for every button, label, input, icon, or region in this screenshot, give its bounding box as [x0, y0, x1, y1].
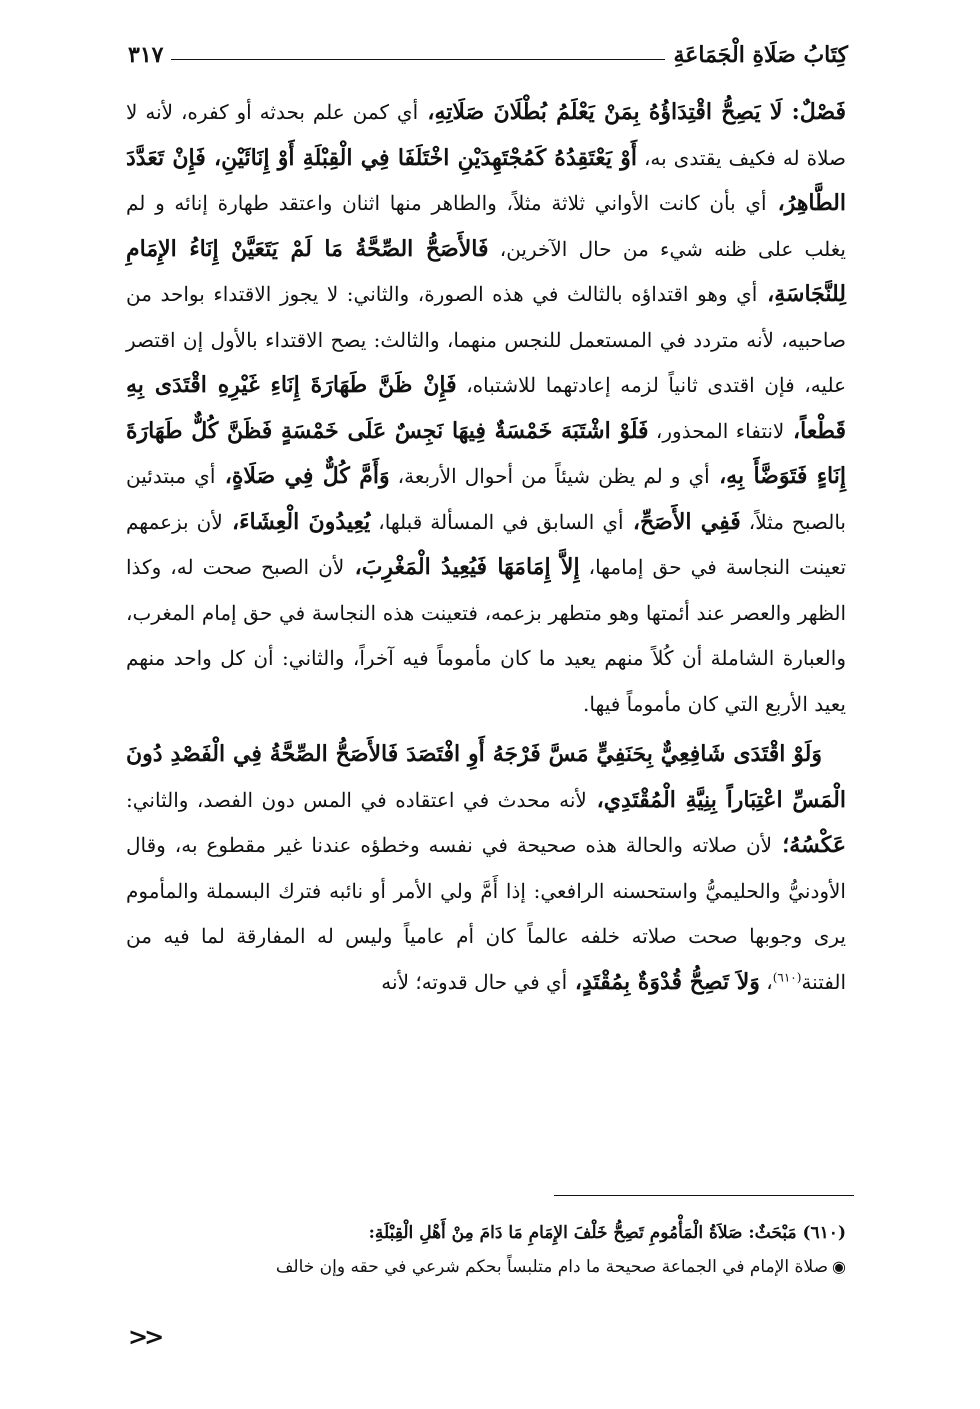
commentary-segment: لأنه محدث في اعتقاده في المس دون الفصد، والثاني: [126, 787, 587, 812]
matn-segment: فَإِنْ ظَنَّ طَهَارَةَ إِنَاءِ غَيْرِهِ اقْتَدَى بِهِ قَطْعاً، [126, 372, 846, 444]
matn-segment: أَوْ يَعْتَقِدُهُ كَمُجْتَهِدَيْنِ اخْتَلَفَا فِي الْقِبْلَةِ أَوْ إِنَائَيْنِ، فَإِنْ تَعَدَّدَ الطَّاهِرُ، [126, 144, 846, 216]
footnote-text [126, 1250, 846, 1284]
matn-segment: وَأَمَّ كُلٌّ فِي صَلَاةٍ، [215, 463, 390, 489]
continuation-mark: << [128, 1322, 161, 1351]
matn-segment: وَلَوْ اقْتَدَى شَافِعِيٌّ بِحَنَفِيٍّ مَسَّ فَرْجَهُ أَوِ افْتَصَدَ فَالأَصَحُّ الصِّحَّةُ فِي الْفَصْدِ دُونَ الْمَسِّ اعْتِبَاراً بِنِيَّةِ الْمُقْتَدِي، [126, 741, 846, 813]
commentary-segment: لأن صلاته والحالة هذه صحيحة في نفسه وخطؤه عندنا غير مقطوع به، وقال الأودنيُّ والحليميُّ واستحسنه الرافعي: إذا أَمَّ ولي الأمر أو نائبه فترك البسملة والمأموم يرى وجوبها صحت صلاته خلفه عالماً كان أم عامياً وليس له المفارقة لما فيه من الفتنة [126, 833, 846, 994]
commentary-segment: أي و لم يظن شيئاً من أحوال الأربعة، [389, 464, 710, 488]
matn-segment: إِلاَّ إِمَامَهَا فَيُعِيدُ الْمَغْرِبَ، [344, 554, 580, 580]
commentary-segment: أي بأن كانت الأواني ثلاثة مثلاً، والطاهر منها اثنان واعتقد طهارة إنائه و لم يغلب على ظنه شيء من حال الآخرين، [126, 191, 846, 261]
matn-segment: وَلاَ تَصِحُّ قُدْوَةٌ بِمُقْتَدٍ، [567, 968, 760, 995]
commentary-segment: أي السابق في المسألة قبلها، [370, 509, 624, 534]
header-rule [171, 59, 665, 60]
commentary-segment: أي وهو اقتداؤه بالثالث في هذه الصورة، والثاني: لا يجوز الاقتداء بواحد من صاحبيه، لأنه متردد في المستعمل للنجس منهما، والثالث: يصح الاقتداء بالأول إن اقتصر عليه، فإن اقتدى ثانياً لزمه إعادتهما للاشتباه، [126, 282, 847, 397]
footnotes [126, 1216, 846, 1284]
footnote-ref: (٦١٠) [772, 969, 802, 984]
footnote-heading: (٦١٠) مَبْحَثٌ: صَلاَةُ الْمَأْمُومِ تَصِحُّ خَلْفَ الإِمَامِ مَا دَامَ مِنْ أَهْلِ الْقِبْلَةِ: [368, 1223, 846, 1243]
matn-segment: فَصْلٌ: لَا يَصِحُّ اقْتِدَاؤُهُ بِمَنْ يَعْلَمُ بُطْلَانَ صَلَاتِهِ، [418, 99, 846, 125]
commentary-segment: لأن الصبح صحت له، وكذا الظهر والعصر عند أئمتها وهو متطهر بزعمه، فتعينت هذه النجاسة في حق إمام المغرب، والعبارة الشاملة أن كُلاً منهم يعيد ما كان مأموماً فيه آخراً، والثاني: أن كل واحد منهم يعيد الأربع التي كان مأموماً فيها. [126, 555, 846, 716]
page-number: ٣١٧ [128, 42, 164, 68]
commentary-segment: ، [759, 969, 773, 994]
running-header [128, 28, 848, 68]
matn-segment: فَلَوْ اشْتَبَهَ خَمْسَةٌ فِيهَا نَجِسٌ عَلَى خَمْسَةٍ فَظَنَّ كُلٌّ طَهَارَةَ إِنَاءٍ فَتَوَضَّأَ بِهِ، [126, 417, 846, 489]
commentary-segment: لانتفاء المحذور، [648, 418, 785, 443]
matn-segment: فَفِي الأَصَحِّ، [623, 508, 741, 535]
commentary-segment: أي كمن علم بحدثه أو كفره، لأنه لا صلاة له فكيف يقتدى به، [126, 100, 846, 170]
main-text [126, 90, 846, 1005]
commentary-segment: أي في حال قدوته؛ لأنه [381, 969, 568, 994]
circle-bullet-icon: ◉ [832, 1257, 846, 1276]
matn-segment: عَكْسُهُ؛ [772, 832, 846, 858]
chapter-title: كِتَابُ صَلَاةِ الْجَمَاعَةِ [673, 42, 848, 68]
matn-segment: فَالأَصَحُّ الصِّحَّةُ مَا لَمْ يَتَعَيَّنْ إِنَاءُ الإِمَامِ لِلنَّجَاسَةِ، [126, 235, 846, 307]
commentary-segment: لأن بزعمهم تعينت النجاسة في حق إمامها، [126, 509, 847, 579]
paragraph-1 [126, 90, 846, 727]
paragraph-2 [126, 732, 846, 1005]
footnote-body: صلاة الإمام في الجماعة صحيحة ما دام متلبساً بحكم شرعي في حقه وإن خالف [275, 1257, 829, 1277]
footnote-separator [554, 1195, 854, 1196]
matn-segment: يُعِيدُونَ الْعِشَاءَ، [222, 508, 371, 535]
commentary-segment: أي مبتدئين بالصبح مثلاً، [126, 464, 846, 534]
